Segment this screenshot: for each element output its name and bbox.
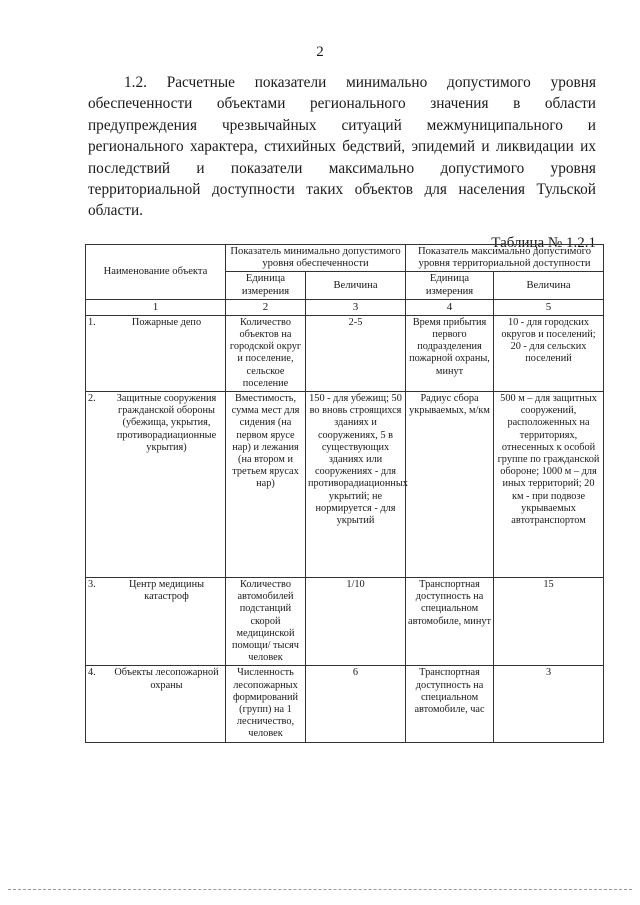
paragraph-word: территориальной (88, 181, 201, 199)
paragraph-word: объектами (216, 95, 286, 113)
paragraph-word: допустимого (447, 74, 531, 91)
paragraph-word: области. (88, 202, 143, 220)
row-number: 1. (88, 316, 96, 328)
min-value-cell: 1/10 (306, 578, 406, 666)
paragraph-line (88, 136, 596, 157)
paragraph-word: для (424, 181, 447, 199)
paragraph-word: предупреждения (88, 116, 198, 134)
object-name: Объекты лесопожарной охраны (114, 667, 219, 691)
min-unit-cell: Количество объектов на городской округ и поселение, сельское поселение (226, 315, 306, 391)
object-name-cell (86, 315, 226, 391)
paragraph-word: таких (306, 181, 344, 199)
paragraph-word: и (587, 116, 596, 134)
paragraph-word: объектов (354, 181, 414, 199)
paragraph-word: ситуаций (341, 116, 402, 134)
paragraph-word: и (481, 138, 490, 156)
paragraph-word: 1.2. (124, 74, 147, 91)
max-unit-cell: Время прибытия первого подразделения пожарной охраны, минут (406, 315, 494, 391)
col-header-max-value: Величина (494, 272, 604, 299)
scan-edge-line (8, 889, 632, 890)
paragraph-word: населения (458, 181, 526, 199)
paragraph-word: стихийных (264, 138, 336, 156)
table-caption: Таблица № 1.2.1 (491, 235, 596, 251)
indicators-table (85, 244, 604, 743)
column-index: 4 (406, 299, 494, 315)
paragraph-word: показатели (254, 74, 327, 91)
paragraph-line (88, 115, 596, 136)
paragraph-word: уровня (550, 74, 596, 91)
column-index: 1 (86, 299, 226, 315)
group-header-max: Показатель максимально допустимого уровня территориальной доступности (406, 245, 604, 272)
row-number: 2. (88, 393, 96, 405)
max-unit-cell: Транспортная доступность на специальном автомобиле, час (406, 666, 494, 742)
paragraph-word: области (544, 95, 596, 113)
row-number: 3. (88, 579, 96, 591)
paragraph-word: регионального (309, 95, 406, 113)
paragraph-line (88, 72, 596, 93)
table-row (86, 392, 604, 578)
paragraph-line (88, 158, 596, 179)
paragraph-word: характера, (190, 138, 258, 156)
paragraph-word: межмуниципального (426, 116, 563, 134)
paragraph-line (88, 93, 596, 114)
paragraph-word: ликвидации (495, 138, 574, 156)
object-name-cell (86, 578, 226, 666)
min-value-cell: 150 - для убежищ; 50 во вновь строящихся зданиях и сооружениях, 5 в существующих зданиях или сооружениях - для противорадиационных укрытий; не нормируется - для укрытий (306, 392, 406, 578)
paragraph-word: в (513, 95, 521, 113)
paragraph-word: максимально (328, 159, 415, 177)
paragraph-word: Тульской (536, 181, 596, 199)
max-value-cell: 10 - для городских округов и поселений; 20 - для сельских поселений (494, 315, 604, 391)
max-value-cell: 500 м – для защитных сооружений, расположенных на территориях, отнесенных к особой группе по гражданской обороне; 1000 м – для иных территорий; 20 км - при подвозе укрываемых автотранспортом (494, 392, 604, 578)
col-header-max-unit: Единица измерения (406, 272, 494, 299)
paragraph-word: бедствий, (342, 138, 406, 156)
paragraph-word: последствий (88, 159, 171, 177)
max-value-cell: 15 (494, 578, 604, 666)
min-unit-cell: Количество автомобилей подстанций скорой медицинской помощи/ тысяч человек (226, 578, 306, 666)
table-row (86, 578, 604, 666)
paragraph-word: их (580, 138, 596, 156)
max-unit-cell: Транспортная доступность на специальном автомобиле, минут (406, 578, 494, 666)
table-row (86, 315, 604, 391)
paragraph-word: показатели (230, 159, 303, 177)
max-value-cell: 3 (494, 666, 604, 742)
object-name: Защитные сооружения гражданской обороны (убежища, укрытия, противорадиационные укрытия) (116, 393, 217, 453)
paragraph-line (88, 200, 596, 221)
row-number: 4. (88, 667, 96, 679)
column-index-row (86, 299, 604, 315)
paragraph-word: Расчетные (166, 74, 235, 91)
object-name: Пожарные депо (131, 316, 202, 328)
paragraph-line (88, 179, 596, 200)
col-header-min-value: Величина (306, 272, 406, 299)
paragraph-word: уровня (550, 159, 596, 177)
group-header-min: Показатель минимально допустимого уровня обеспеченности (226, 245, 406, 272)
paragraph-word: чрезвычайных (221, 116, 317, 134)
col-header-min-unit: Единица измерения (226, 272, 306, 299)
paragraph-word: допустимого (440, 159, 525, 177)
min-unit-cell: Численность лесопожарных формирований (групп) на 1 лесничество, человек (226, 666, 306, 742)
object-name-cell (86, 392, 226, 578)
paragraph-word: эпидемий (411, 138, 476, 156)
min-unit-cell: Вместимость, сумма мест для сидения (на первом ярусе нар) и лежания (на втором и третьем ярусах нар) (226, 392, 306, 578)
paragraph-word: обеспеченности (88, 95, 193, 113)
paragraph-word: минимально (346, 74, 428, 91)
col-header-name: Наименование объекта (86, 245, 226, 300)
column-index: 5 (494, 299, 604, 315)
max-unit-cell: Радиус сбора укрываемых, м/км (406, 392, 494, 578)
page-number: 2 (316, 44, 324, 60)
paragraph-word: доступности (211, 181, 295, 199)
object-name-cell (86, 666, 226, 742)
paragraph-word: значения (430, 95, 489, 113)
min-value-cell: 2-5 (306, 315, 406, 391)
paragraph-word: регионального (88, 138, 184, 156)
column-index: 3 (306, 299, 406, 315)
min-value-cell: 6 (306, 666, 406, 742)
column-index: 2 (226, 299, 306, 315)
paragraph-word: и (196, 159, 205, 177)
intro-paragraph (88, 72, 596, 222)
table-row (86, 666, 604, 742)
object-name: Центр медицины катастроф (128, 579, 204, 603)
